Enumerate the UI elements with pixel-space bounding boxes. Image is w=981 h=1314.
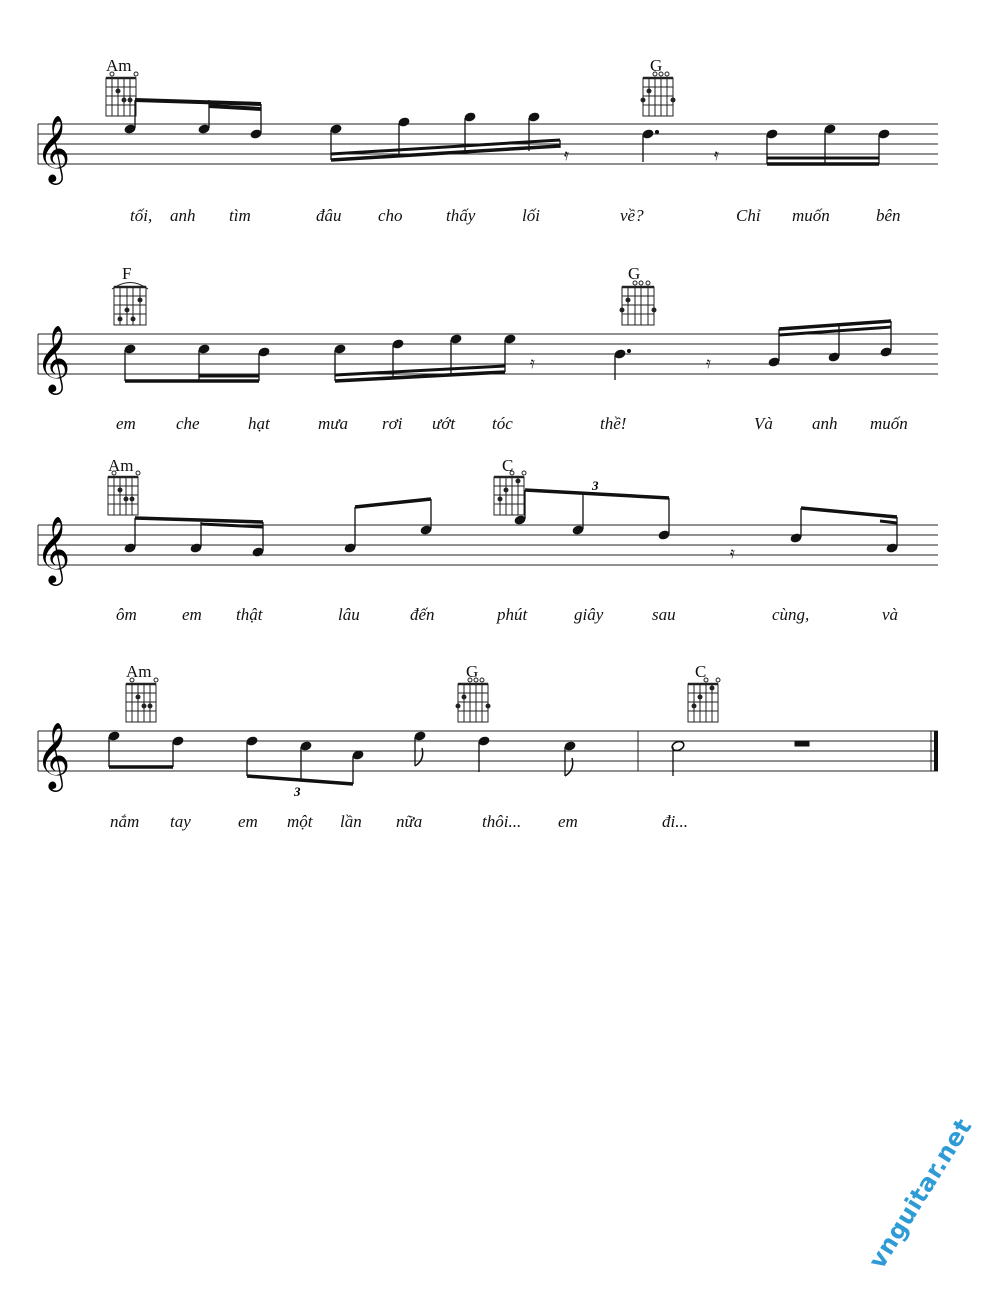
lyric-word: muốn [870,414,908,433]
lyric-word: Chỉ [736,206,761,225]
notes-group [108,731,809,784]
lyric-word: che [176,414,200,433]
treble-clef-icon: 𝄞 [36,721,71,789]
lyric-word: em [238,812,258,831]
lyric-word: nắm [110,812,140,831]
lyric-word: nữa [396,812,423,831]
triplet-mark: 3 [294,784,301,799]
treble-clef-icon: 𝄞 [36,114,71,182]
chord-label-f: F [122,264,132,283]
treble-clef-icon: 𝄞 [36,324,71,392]
lyric-word: tối, [130,206,153,225]
lyric-word: thật [236,605,263,624]
lyric-word: anh [170,206,196,225]
lyric-word: đi... [662,812,688,831]
lyric-word: một [287,812,313,831]
lyric-word: bên [876,206,901,225]
lyric-word: sau [652,605,676,624]
lyric-word: muốn [792,206,830,225]
svg-text:𝄿: 𝄿 [564,145,569,164]
chord-label-g: G [628,264,641,283]
chord-diagram-c [688,678,720,722]
lyric-word: tay [170,812,191,831]
chord-label-am: Am [106,56,132,75]
lyric-word: và [882,605,899,624]
site-watermark: vnguitar.net [863,1113,978,1274]
treble-clef-icon: 𝄞 [36,515,71,583]
lyric-word: lần [340,812,362,831]
chord-label-c: C [502,456,514,475]
lyric-word: phút [497,605,528,624]
lyric-word: hạt [248,414,270,433]
chord-label-c: C [695,662,707,681]
lyric-word: cho [378,206,403,225]
chord-label-g: G [466,662,479,681]
lyric-word: đâu [316,206,342,225]
chord-label-g: G [650,56,663,75]
lyric-word: giây [574,605,604,624]
lyric-word: thôi... [482,812,522,831]
half-rest [795,741,809,746]
lyric-word: anh [812,414,838,433]
lyric-word: ướt [432,414,456,433]
lyric-word: em [182,605,202,624]
lyric-word: Và [754,414,773,433]
triplet-mark: 3 [592,478,599,493]
chord-diagram-g [456,678,490,722]
lyric-word: lối [522,206,540,225]
svg-text:𝄿: 𝄿 [530,353,535,372]
svg-text:𝄿: 𝄿 [714,145,719,164]
lyric-word: em [116,414,136,433]
lyric-word: lâu [338,605,360,624]
chord-label-am: Am [126,662,152,681]
lyric-word: thề! [600,414,627,433]
lyric-word: tìm [229,206,251,225]
svg-text:𝄿: 𝄿 [730,543,735,562]
chord-diagram-am [126,678,158,722]
lyric-word: ôm [116,605,137,624]
lyric-word: cùng, [772,605,810,624]
lyric-word: rơi [382,414,403,433]
lyric-word: em [558,812,578,831]
lyric-word: tóc [492,414,513,433]
lyric-word: mưa [318,414,349,433]
final-barline [934,731,938,771]
lyric-word: thấy [446,206,476,225]
svg-text:𝄿: 𝄿 [706,353,711,372]
chord-label-am: Am [108,456,134,475]
lyric-word: đến [410,605,435,624]
lyric-word: về? [620,206,644,225]
